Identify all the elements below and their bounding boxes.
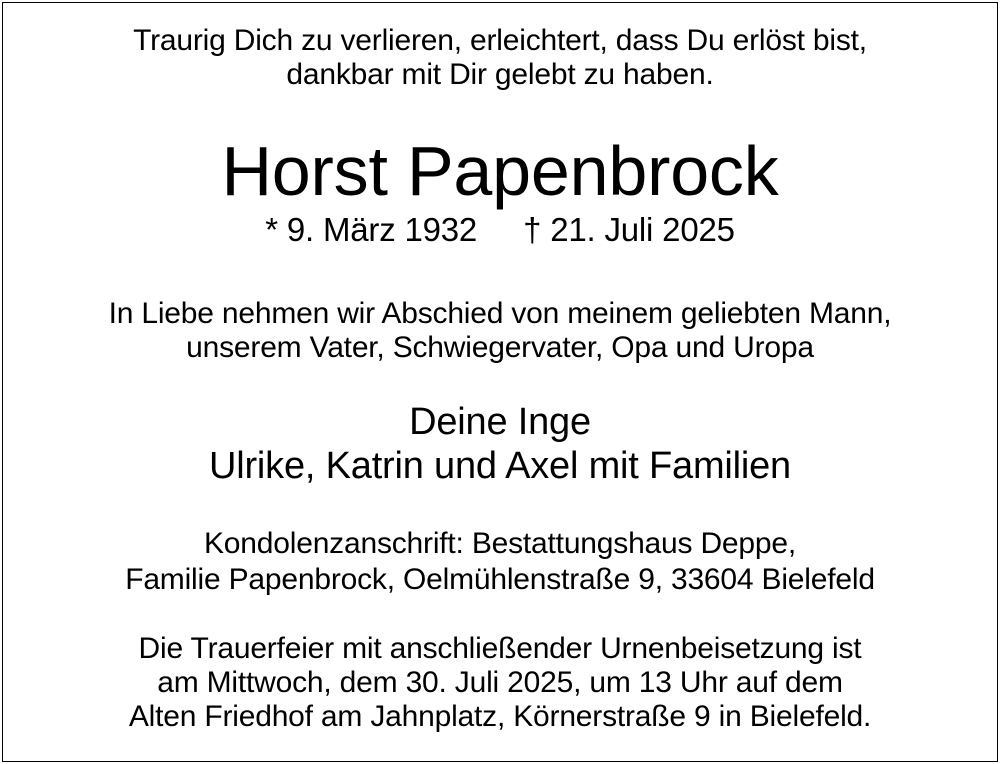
mourners [0,400,1000,488]
death-date-text: 21. Juli 2025 [550,211,735,248]
epitaph [0,24,1000,92]
birth-date-text: 9. März 1932 [286,211,478,248]
farewell-text [0,297,1000,365]
death-date [523,213,735,246]
epitaph-line-1: Traurig Dich zu verlieren, erleichtert, dass Du erlöst bist, [133,24,867,57]
funeral-line-3: Alten Friedhof am Jahnplatz, Körnerstraße 9 in Bielefeld. [128,700,872,733]
condolence-line-1: Kondolenzanschrift: Bestattungshaus Deppe, [204,527,796,560]
funeral-info [0,632,1000,734]
birth-date [265,213,477,246]
born-star-symbol: * [265,211,278,248]
epitaph-line-2: dankbar mit Dir gelebt zu haben. [286,58,714,91]
life-dates [0,213,1000,246]
farewell-line-1: In Liebe nehmen wir Abschied von meinem geliebten Mann, [108,297,892,330]
mourner-wife: Deine Inge [409,401,591,443]
deceased-name: Horst Papenbrock [221,132,779,210]
condolence-line-2: Familie Papenbrock, Oelmühlenstraße 9, 33604 Bielefeld [125,563,875,596]
mourner-children: Ulrike, Katrin und Axel mit Familien [208,445,791,487]
funeral-line-1: Die Trauerfeier mit anschließender Urnenbeisetzung ist [138,632,862,665]
farewell-line-2: unserem Vater, Schwiegervater, Opa und Uropa [186,331,814,364]
condolence-address [0,526,1000,598]
funeral-line-2: am Mittwoch, dem 30. Juli 2025, um 13 Uhr auf dem [157,666,843,699]
died-cross-symbol: † [523,211,542,248]
